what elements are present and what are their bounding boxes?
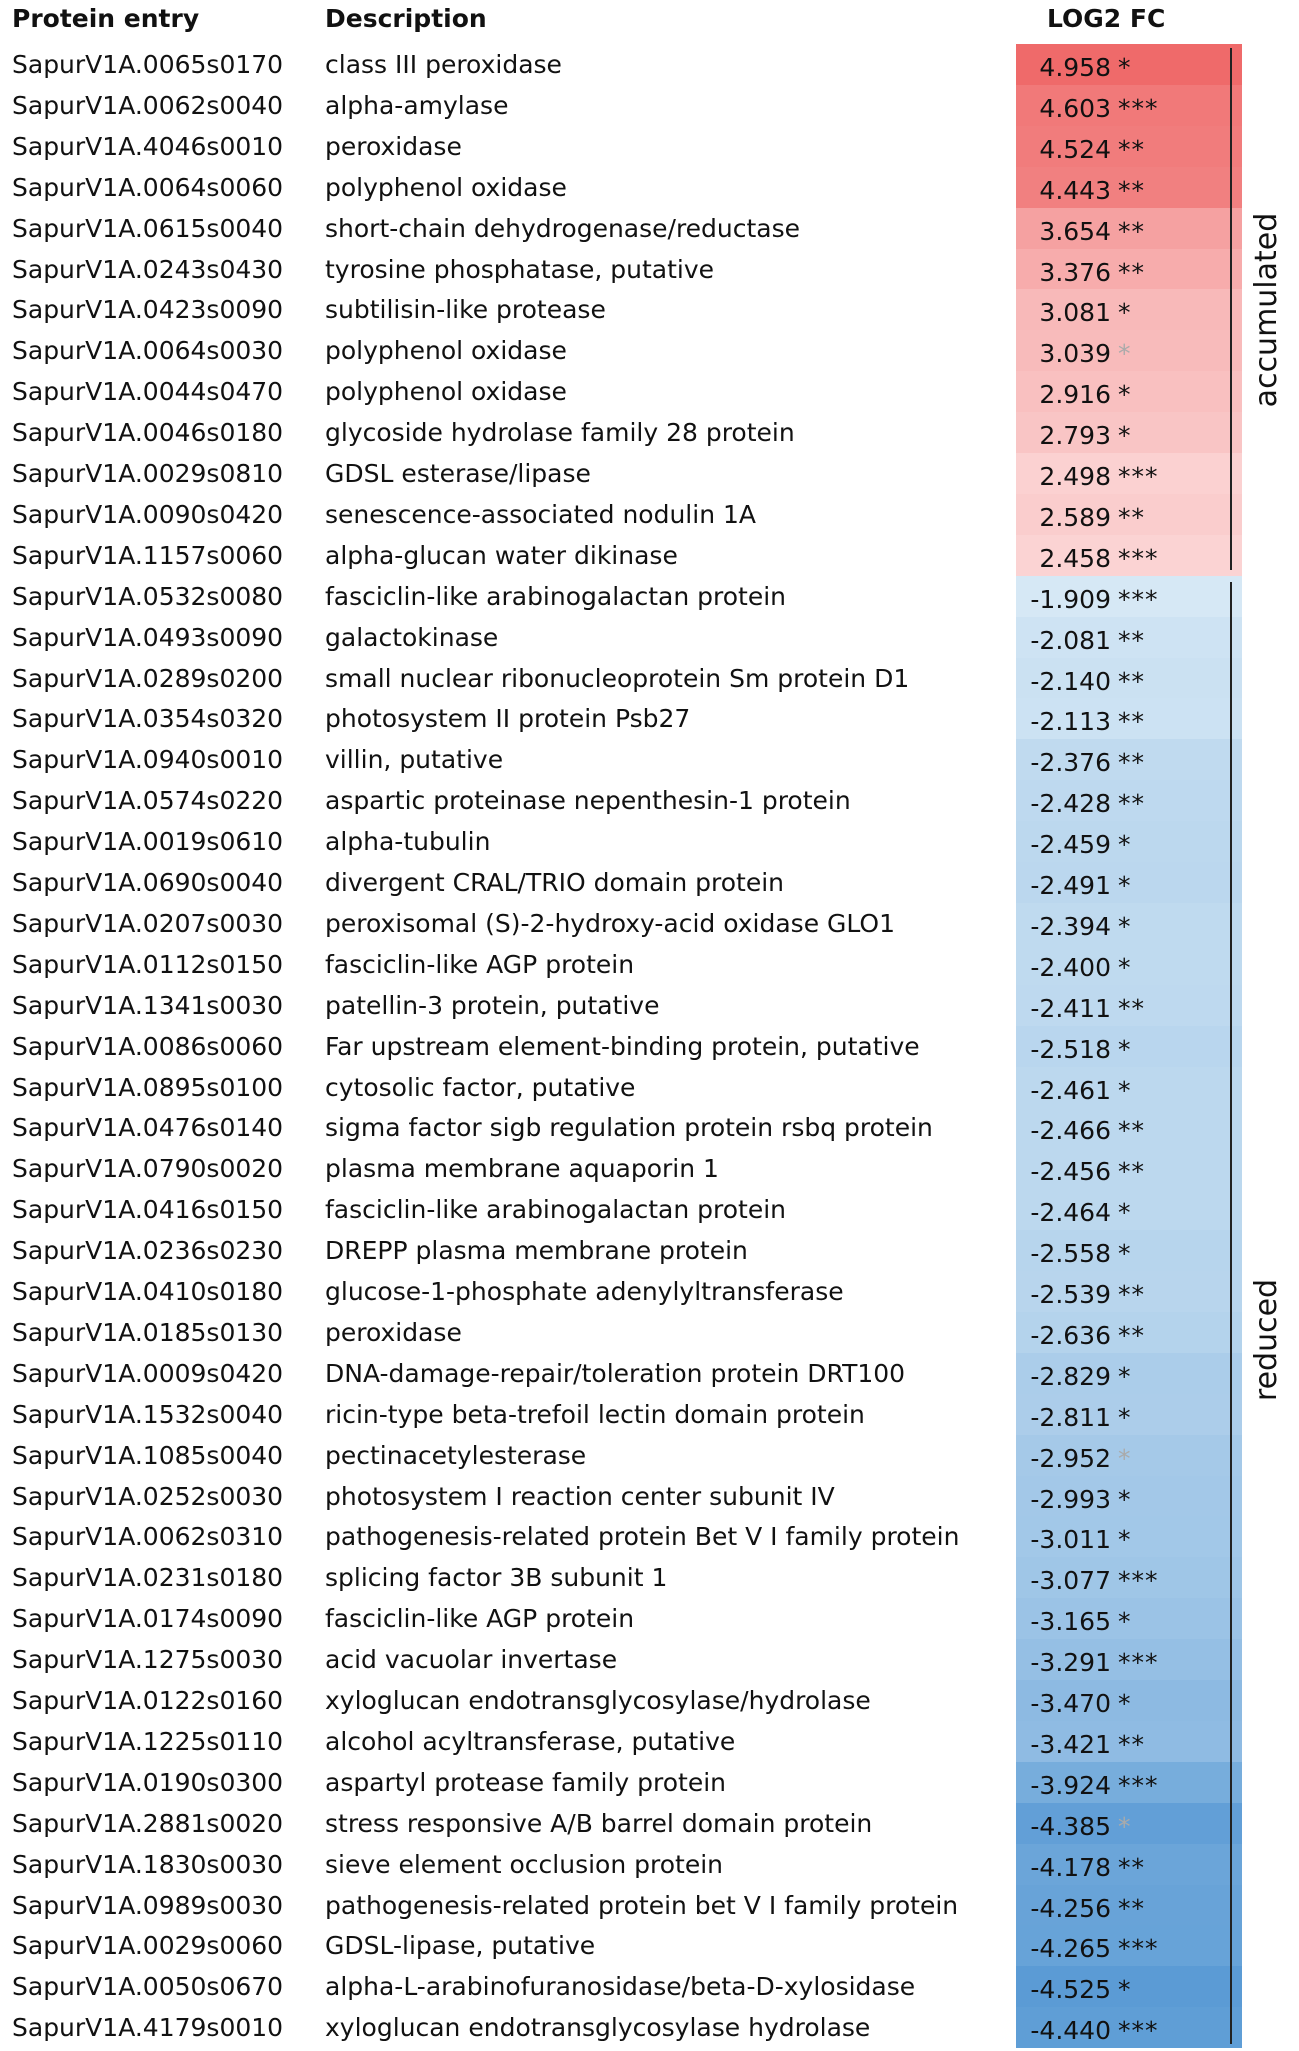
description-cell: alpha-tubulin	[325, 827, 491, 857]
description-cell: ricin-type beta-trefoil lectin domain protein	[325, 1399, 865, 1429]
table-row	[0, 167, 1299, 208]
protein-entry-cell: SapurV1A.1830s0030	[12, 1849, 284, 1879]
fc-value: -2.400	[1030, 952, 1111, 982]
fc-value: -2.394	[1030, 911, 1111, 941]
table-row	[0, 1721, 1299, 1762]
fc-value: -2.539	[1030, 1280, 1111, 1309]
table-row	[0, 1598, 1299, 1639]
fc-value: -2.811	[1030, 1402, 1111, 1432]
protein-entry-cell: SapurV1A.0895s0100	[12, 1072, 284, 1102]
fc-value: -3.924	[1030, 1770, 1111, 1800]
column-header-log2-fc: LOG2 FC	[1047, 4, 1166, 33]
significance-marker: **	[1118, 993, 1145, 1023]
table-row	[0, 1026, 1299, 1067]
fc-value: -2.464	[1030, 1198, 1111, 1228]
protein-entry-cell: SapurV1A.0252s0030	[12, 1481, 284, 1511]
table-row	[0, 617, 1299, 658]
significance-marker: *	[1118, 298, 1132, 328]
protein-entry-cell: SapurV1A.1225s0110	[12, 1726, 284, 1756]
protein-entry-cell: SapurV1A.0231s0180	[12, 1563, 284, 1593]
table-row	[0, 208, 1299, 249]
description-cell: Far upstream element-binding protein, putative	[325, 1031, 920, 1061]
description-cell: alpha-glucan water dikinase	[325, 540, 678, 570]
table-row	[0, 1639, 1299, 1680]
description-cell: polyphenol oxidase	[325, 377, 567, 407]
significance-marker: ***	[1118, 1648, 1159, 1678]
table-row	[0, 985, 1299, 1026]
protein-entry-cell: SapurV1A.1085s0040	[12, 1440, 284, 1470]
description-cell: fasciclin-like AGP protein	[325, 1604, 635, 1634]
fc-value: 2.793	[1039, 421, 1111, 451]
fc-value: -3.470	[1030, 1689, 1111, 1718]
protein-entry-cell: SapurV1A.2881s0020	[12, 1808, 284, 1838]
fc-value: -3.291	[1030, 1648, 1111, 1678]
column-header-protein-entry: Protein entry	[12, 4, 200, 33]
protein-entry-cell: SapurV1A.0062s0040	[12, 90, 284, 120]
significance-marker: **	[1118, 175, 1145, 205]
protein-entry-cell: SapurV1A.0050s0670	[12, 1972, 284, 2002]
description-cell: acid vacuolar invertase	[325, 1645, 618, 1675]
description-cell: sieve element occlusion protein	[325, 1849, 724, 1879]
table-row	[0, 576, 1299, 617]
significance-marker: *	[1118, 53, 1132, 82]
group-label-accumulated: accumulated	[1249, 212, 1284, 408]
fc-value: 4.603	[1039, 93, 1111, 123]
fc-value: -2.113	[1030, 707, 1111, 737]
table-row	[0, 1476, 1299, 1517]
fc-value: -2.411	[1030, 993, 1111, 1023]
description-cell: short-chain dehydrogenase/reductase	[325, 213, 801, 243]
fc-value: 2.498	[1039, 462, 1111, 491]
description-cell: pectinacetylesterase	[325, 1440, 587, 1470]
fc-value: -3.165	[1030, 1607, 1111, 1637]
significance-marker: **	[1118, 1157, 1145, 1187]
table-row	[0, 862, 1299, 903]
table-row	[0, 1966, 1299, 2007]
description-cell: peroxidase	[325, 131, 462, 161]
description-cell: aspartic proteinase nepenthesin-1 protein	[325, 786, 851, 816]
description-cell: alpha-amylase	[325, 90, 509, 120]
fc-value: 2.589	[1039, 502, 1111, 532]
protein-entry-cell: SapurV1A.0065s0170	[12, 50, 284, 79]
significance-marker: *	[1118, 1689, 1132, 1718]
description-cell: sigma factor sigb regulation protein rsbq protein	[325, 1113, 933, 1143]
protein-entry-cell: SapurV1A.0423s0090	[12, 295, 284, 325]
table-row	[0, 821, 1299, 862]
table-row	[0, 85, 1299, 126]
fc-value: 2.916	[1039, 380, 1111, 410]
protein-entry-cell: SapurV1A.0190s0300	[12, 1767, 284, 1797]
significance-marker: ***	[1118, 462, 1159, 491]
description-cell: alcohol acyltransferase, putative	[325, 1726, 736, 1756]
fc-value: 3.376	[1039, 257, 1111, 287]
fc-value: -2.558	[1030, 1239, 1111, 1269]
fc-value: -2.993	[1030, 1484, 1111, 1514]
significance-marker: *	[1118, 380, 1132, 410]
description-cell: plasma membrane aquaporin 1	[325, 1154, 719, 1184]
significance-marker: *	[1118, 1198, 1132, 1228]
significance-marker: ***	[1118, 93, 1159, 123]
protein-entry-cell: SapurV1A.0086s0060	[12, 1031, 284, 1061]
protein-entry-cell: SapurV1A.0207s0030	[12, 908, 284, 938]
fc-value: -2.459	[1030, 830, 1111, 860]
significance-marker: *	[1118, 1607, 1132, 1637]
significance-marker: **	[1118, 666, 1145, 696]
column-header-description: Description	[325, 4, 487, 33]
table-row	[0, 1435, 1299, 1476]
fc-value: -4.525	[1030, 1975, 1111, 2005]
fc-value: -2.461	[1030, 1075, 1111, 1105]
protein-entry-cell: SapurV1A.0029s0810	[12, 459, 284, 488]
table-row	[0, 1107, 1299, 1148]
description-cell: glucose-1-phosphate adenylyltransferase	[325, 1277, 844, 1306]
significance-marker: **	[1118, 216, 1145, 246]
protein-entry-cell: SapurV1A.0062s0310	[12, 1522, 284, 1552]
protein-entry-cell: SapurV1A.0476s0140	[12, 1113, 284, 1143]
description-cell: xyloglucan endotransglycosylase/hydrolase	[325, 1686, 871, 1715]
description-cell: villin, putative	[325, 745, 504, 775]
protein-entry-cell: SapurV1A.0354s0320	[12, 704, 284, 734]
protein-entry-cell: SapurV1A.0009s0420	[12, 1358, 284, 1388]
significance-marker: **	[1118, 1893, 1145, 1923]
fc-value: -2.140	[1030, 666, 1111, 696]
protein-entry-cell: SapurV1A.0574s0220	[12, 786, 284, 816]
fc-value: -4.178	[1030, 1852, 1111, 1882]
protein-entry-cell: SapurV1A.0185s0130	[12, 1317, 284, 1347]
table-row	[0, 739, 1299, 780]
protein-entry-cell: SapurV1A.1341s0030	[12, 990, 284, 1020]
protein-entry-cell: SapurV1A.0410s0180	[12, 1277, 284, 1306]
table-row	[0, 1516, 1299, 1557]
description-cell: fasciclin-like arabinogalactan protein	[325, 1195, 786, 1225]
significance-marker: *	[1118, 911, 1132, 941]
fc-value: 3.039	[1039, 339, 1111, 369]
significance-marker: **	[1118, 789, 1145, 819]
significance-marker: *	[1118, 1034, 1132, 1064]
table-row	[0, 330, 1299, 371]
protein-entry-cell: SapurV1A.1532s0040	[12, 1399, 284, 1429]
table-row	[0, 44, 1299, 85]
significance-marker: *	[1118, 1361, 1132, 1391]
significance-marker: ***	[1118, 543, 1159, 573]
protein-entry-cell: SapurV1A.1275s0030	[12, 1645, 284, 1675]
significance-marker: *	[1118, 1811, 1132, 1841]
protein-entry-cell: SapurV1A.0122s0160	[12, 1686, 284, 1715]
fc-value: -4.385	[1030, 1811, 1111, 1841]
description-cell: aspartyl protease family protein	[325, 1767, 727, 1797]
table-row	[0, 126, 1299, 167]
description-cell: fasciclin-like arabinogalactan protein	[325, 581, 786, 611]
reduced-bracket-line	[1230, 582, 1232, 2044]
significance-marker: *	[1118, 1484, 1132, 1514]
description-cell: polyphenol oxidase	[325, 336, 567, 366]
table-row	[0, 412, 1299, 453]
table-row	[0, 944, 1299, 985]
significance-marker: *	[1118, 1525, 1132, 1555]
table-row	[0, 1189, 1299, 1230]
significance-marker: *	[1118, 871, 1132, 900]
accumulated-bracket-line	[1230, 48, 1232, 570]
protein-entry-cell: SapurV1A.0090s0420	[12, 499, 284, 529]
protein-entry-cell: SapurV1A.4046s0010	[12, 131, 284, 161]
protein-entry-cell: SapurV1A.0064s0060	[12, 172, 284, 202]
table-row	[0, 1067, 1299, 1108]
fc-value: -4.265	[1030, 1934, 1111, 1964]
description-cell: xyloglucan endotransglycosylase hydrolase	[325, 2013, 871, 2043]
protein-entry-cell: SapurV1A.0532s0080	[12, 581, 284, 611]
fc-value: -2.376	[1030, 748, 1111, 778]
protein-entry-cell: SapurV1A.0019s0610	[12, 827, 284, 857]
significance-marker: *	[1118, 1239, 1132, 1269]
description-cell: tyrosine phosphatase, putative	[325, 254, 715, 284]
table-row	[0, 1230, 1299, 1271]
significance-marker: **	[1118, 1729, 1145, 1759]
fc-value: -3.077	[1030, 1566, 1111, 1596]
fc-value: -2.081	[1030, 625, 1111, 655]
description-cell: peroxidase	[325, 1317, 462, 1347]
significance-marker: ***	[1118, 584, 1159, 614]
description-cell: alpha-L-arabinofuranosidase/beta-D-xylosidase	[325, 1972, 916, 2002]
description-cell: peroxisomal (S)-2-hydroxy-acid oxidase GLO1	[325, 908, 896, 938]
description-cell: GDSL esterase/lipase	[325, 459, 591, 488]
significance-marker: **	[1118, 1280, 1145, 1309]
fc-value: -4.256	[1030, 1893, 1111, 1923]
protein-entry-cell: SapurV1A.0112s0150	[12, 949, 284, 979]
protein-entry-cell: SapurV1A.0243s0430	[12, 254, 284, 284]
table-row	[0, 1312, 1299, 1353]
protein-entry-cell: SapurV1A.0046s0180	[12, 418, 284, 448]
protein-entry-cell: SapurV1A.0064s0030	[12, 336, 284, 366]
protein-entry-cell: SapurV1A.0416s0150	[12, 1195, 284, 1225]
significance-marker: **	[1118, 707, 1145, 737]
table-row	[0, 1394, 1299, 1435]
significance-marker: *	[1118, 1975, 1132, 2005]
table-row	[0, 1762, 1299, 1803]
table-row	[0, 658, 1299, 699]
significance-marker: **	[1118, 134, 1145, 164]
significance-marker: **	[1118, 625, 1145, 655]
table-row	[0, 535, 1299, 576]
table-row	[0, 780, 1299, 821]
description-cell: galactokinase	[325, 622, 499, 652]
significance-marker: *	[1118, 1443, 1132, 1473]
protein-entry-cell: SapurV1A.0029s0060	[12, 1931, 284, 1961]
fc-value: -2.952	[1030, 1443, 1111, 1473]
fc-value: -2.518	[1030, 1034, 1111, 1064]
significance-marker: *	[1118, 1075, 1132, 1105]
fc-value: -2.466	[1030, 1116, 1111, 1146]
fc-value: 3.654	[1039, 216, 1111, 246]
description-cell: pathogenesis-related protein bet V I family protein	[325, 1890, 959, 1920]
fc-value: -2.428	[1030, 789, 1111, 819]
fc-value: 3.081	[1039, 298, 1111, 328]
description-cell: pathogenesis-related protein Bet V I family protein	[325, 1522, 960, 1552]
protein-entry-cell: SapurV1A.4179s0010	[12, 2013, 284, 2043]
protein-entry-cell: SapurV1A.0289s0200	[12, 663, 284, 693]
table-row	[0, 1844, 1299, 1885]
significance-marker: *	[1118, 339, 1132, 369]
description-cell: subtilisin-like protease	[325, 295, 606, 325]
fc-value: -2.456	[1030, 1157, 1111, 1187]
description-cell: DREPP plasma membrane protein	[325, 1236, 748, 1266]
description-cell: stress responsive A/B barrel domain protein	[325, 1808, 873, 1838]
protein-entry-cell: SapurV1A.0493s0090	[12, 622, 284, 652]
table-row	[0, 289, 1299, 330]
protein-entry-cell: SapurV1A.0690s0040	[12, 868, 284, 897]
significance-marker: **	[1118, 1852, 1145, 1882]
fc-value: 4.958	[1039, 53, 1111, 82]
table-row	[0, 1885, 1299, 1926]
protein-entry-cell: SapurV1A.0790s0020	[12, 1154, 284, 1184]
fc-value: -2.829	[1030, 1361, 1111, 1391]
protein-entry-cell: SapurV1A.0044s0470	[12, 377, 284, 407]
description-cell: polyphenol oxidase	[325, 172, 567, 202]
fc-value: -3.011	[1030, 1525, 1111, 1555]
table-row	[0, 2007, 1299, 2048]
table-row	[0, 1803, 1299, 1844]
fc-value: -2.636	[1030, 1320, 1111, 1350]
description-cell: glycoside hydrolase family 28 protein	[325, 418, 795, 448]
significance-marker: ***	[1118, 1566, 1159, 1596]
table-row	[0, 1925, 1299, 1966]
description-cell: cytosolic factor, putative	[325, 1072, 636, 1102]
table-row	[0, 903, 1299, 944]
table-row	[0, 371, 1299, 412]
table-row	[0, 1353, 1299, 1394]
description-cell: DNA-damage-repair/toleration protein DRT100	[325, 1358, 906, 1388]
table-row	[0, 249, 1299, 290]
description-cell: divergent CRAL/TRIO domain protein	[325, 868, 785, 897]
protein-entry-cell: SapurV1A.0615s0040	[12, 213, 284, 243]
significance-marker: ***	[1118, 1934, 1159, 1964]
significance-marker: ***	[1118, 2016, 1159, 2046]
table-row	[0, 453, 1299, 494]
protein-entry-cell: SapurV1A.0989s0030	[12, 1890, 284, 1920]
description-cell: photosystem II protein Psb27	[325, 704, 691, 734]
fc-value: -2.491	[1030, 871, 1111, 900]
fc-value: -4.440	[1030, 2016, 1111, 2046]
significance-marker: *	[1118, 1402, 1132, 1432]
fc-value: 2.458	[1039, 543, 1111, 573]
significance-marker: **	[1118, 502, 1145, 532]
significance-marker: **	[1118, 1320, 1145, 1350]
table-row	[0, 1271, 1299, 1312]
significance-marker: *	[1118, 952, 1132, 982]
table-row	[0, 1680, 1299, 1721]
description-cell: GDSL-lipase, putative	[325, 1931, 596, 1961]
description-cell: photosystem I reaction center subunit IV	[325, 1481, 835, 1511]
protein-entry-cell: SapurV1A.0940s0010	[12, 745, 284, 775]
description-cell: patellin-3 protein, putative	[325, 990, 660, 1020]
fc-value: -3.421	[1030, 1729, 1111, 1759]
fc-value: 4.524	[1039, 134, 1111, 164]
description-cell: senescence-associated nodulin 1A	[325, 499, 756, 529]
description-cell: class III peroxidase	[325, 50, 562, 79]
table-row	[0, 698, 1299, 739]
significance-marker: **	[1118, 1116, 1145, 1146]
significance-marker: **	[1118, 257, 1145, 287]
protein-entry-cell: SapurV1A.1157s0060	[12, 540, 284, 570]
table-row	[0, 494, 1299, 535]
significance-marker: *	[1118, 830, 1132, 860]
description-cell: fasciclin-like AGP protein	[325, 949, 635, 979]
description-cell: splicing factor 3B subunit 1	[325, 1563, 668, 1593]
description-cell: small nuclear ribonucleoprotein Sm protein D1	[325, 663, 910, 693]
significance-marker: *	[1118, 421, 1132, 451]
protein-entry-cell: SapurV1A.0174s0090	[12, 1604, 284, 1634]
protein-entry-cell: SapurV1A.0236s0230	[12, 1236, 284, 1266]
table-row	[0, 1557, 1299, 1598]
table-row	[0, 1148, 1299, 1189]
group-label-reduced: reduced	[1249, 1278, 1284, 1402]
significance-marker: **	[1118, 748, 1145, 778]
significance-marker: ***	[1118, 1770, 1159, 1800]
fc-value: -1.909	[1030, 584, 1111, 614]
fc-value: 4.443	[1039, 175, 1111, 205]
